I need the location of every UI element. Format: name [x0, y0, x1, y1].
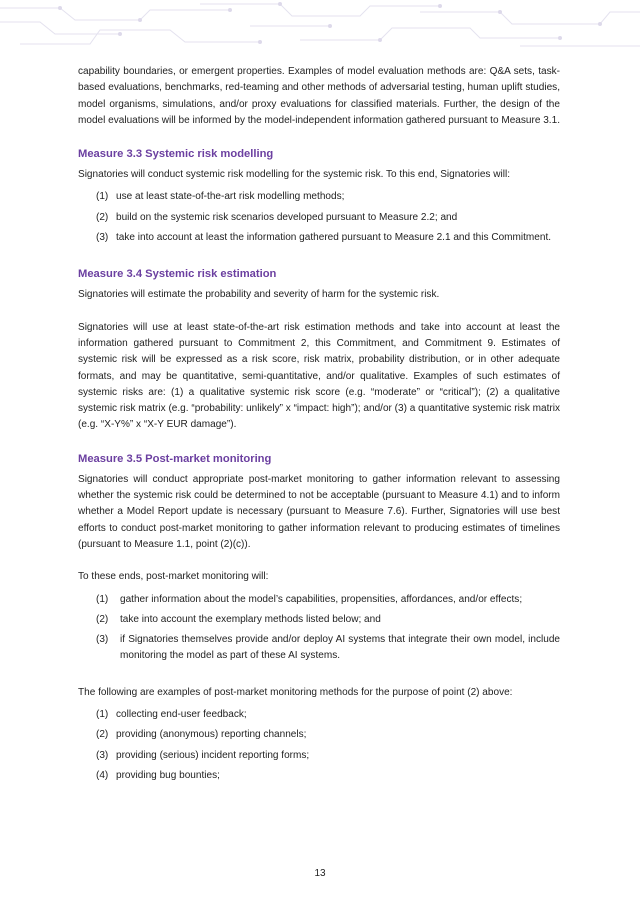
page-number: 13	[314, 868, 326, 879]
measure-3-5-paragraph-3: The following are examples of post-market monitoring methods for the purpose of point (2) above:	[78, 686, 513, 698]
heading-measure-3-3: Measure 3.3 Systemic risk modelling	[78, 148, 274, 161]
measure-3-4-paragraph-2: Signatories will use at least state-of-the-art risk estimation methods and take into account at least the information gathered pursuant to Commitment 2, this Commitment, and Commitment 9. Estimates of systemic risk will be expressed as a risk score, risk matrix, probability distribution, or in other adequate formats, and may be quantitative, semi-quantitative, and/or qualitative. Examples of such estimates of systemic risks are: (1) a qualitative systemic risk score (e.g. “moderate” or “critical”); (2) a qualitative systemic risk matrix (e.g. “probability: unlikely” x “impact: high”); and/or (3) a quantitative systemic risk matrix (e.g. “X-Y%” x “X-Y EUR damage”).	[78, 321, 560, 431]
list-item: (1) collecting end-user feedback;	[96, 709, 247, 721]
list-item: (1) use at least state-of-the-art risk modelling methods;	[96, 191, 345, 203]
intro-paragraph: capability boundaries, or emergent properties. Examples of model evaluation methods are: Q&A sets, task-based evaluations, benchmarks, red-teaming and other methods of adversarial testing, human uplift studies, model organisms, simulations, and/or proxy evaluations for classified materials. Further, the design of the model evaluations will be informed by the model-independent information gathered pursuant to Measure 3.1.	[78, 66, 560, 126]
list-item: (2) providing (anonymous) reporting channels;	[96, 729, 307, 741]
monitoring-methods-list	[78, 707, 560, 784]
measure-3-3-lead: Signatories will conduct systemic risk modelling for the systemic risk. To this end, Signatories will:	[78, 169, 510, 181]
document-body	[78, 64, 560, 788]
measure-3-5-paragraph-1: Signatories will conduct appropriate post-market monitoring to gather information relevant to assessing whether the systemic risk could be determined to not be acceptable (pursuant to Measure 4.1) and to inform whether a Model Report update is necessary (pursuant to Measure 7.6). Further, Signatories will use best efforts to conduct post-market monitoring to gather information relevant to producing estimates of timelines (pursuant to Measure 1.1, point (2)(c)).	[78, 473, 560, 550]
heading-measure-3-5: Measure 3.5 Post-market monitoring	[78, 452, 272, 465]
heading-measure-3-4: Measure 3.4 Systemic risk estimation	[78, 268, 277, 281]
list-item: (3) providing (serious) incident reporting forms;	[96, 749, 310, 761]
list-item: (1) gather information about the model’s capabilities, propensities, affordances, and/or effects;	[96, 593, 523, 605]
measure-3-3-list	[78, 189, 560, 246]
list-item: (3) if Signatories themselves provide and/or deploy AI systems that integrate their own model, include monitoring the model as part of these AI systems.	[96, 634, 560, 662]
measure-3-5-list	[78, 592, 560, 665]
list-item: (3) take into account at least the information gathered pursuant to Measure 2.1 and this Commitment.	[96, 232, 552, 244]
list-item: (2) take into account the exemplary methods listed below; and	[96, 613, 381, 625]
list-item: (2) build on the systemic risk scenarios developed pursuant to Measure 2.2; and	[96, 211, 458, 223]
circuit-header-decoration	[0, 0, 640, 56]
measure-3-4-paragraph-1: Signatories will estimate the probability and severity of harm for the systemic risk.	[78, 289, 440, 301]
list-item: (4) providing bug bounties;	[96, 769, 220, 781]
measure-3-5-paragraph-2: To these ends, post-market monitoring will:	[78, 571, 269, 583]
